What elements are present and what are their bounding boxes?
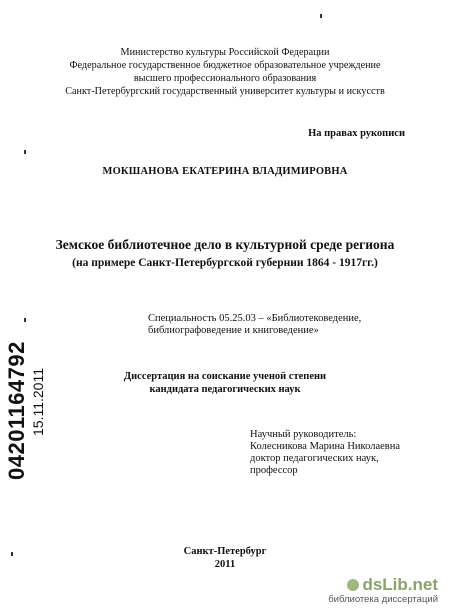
organization-block (0, 46, 450, 98)
advisor-line: профессор (250, 465, 298, 476)
specialty-line: библиографоведение и книговедение» (148, 325, 319, 336)
specialty-block (148, 313, 361, 337)
city: Санкт-Петербург (183, 546, 267, 557)
scan-speck (24, 318, 26, 322)
organization-line: Министерство культуры Российской Федерации (120, 47, 330, 58)
degree-line: кандидата педагогических наук (149, 383, 301, 395)
advisor-line: Колесникова Марина Николаевна (250, 441, 401, 452)
leaf-icon (347, 579, 359, 591)
library-stamp (4, 341, 46, 480)
watermark-logo (328, 576, 438, 594)
organization-line: высшего профессионального образования (133, 73, 317, 84)
dissertation-title: Земское библиотечное дело в культурной среде региона (55, 237, 395, 252)
organization-line: Федеральное государственное бюджетное образовательное учреждение (69, 60, 381, 71)
watermark-caption: библиотека диссертаций (328, 594, 438, 605)
scan-speck (320, 14, 322, 18)
city-year-block (0, 545, 450, 571)
advisor-line: доктор педагогических наук, (250, 453, 379, 464)
degree-line: Диссертация на соискание ученой степени (123, 371, 327, 382)
specialty-line: Специальность 05.25.03 – «Библиотековедение, (148, 313, 362, 324)
degree-block (0, 371, 450, 396)
watermark-logo-text: dsLib.net (362, 575, 438, 594)
scan-speck (24, 150, 26, 154)
author-name: МОКШАНОВА ЕКАТЕРИНА ВЛАДИМИРОВНА (102, 166, 348, 177)
dissertation-subtitle: (на примере Санкт-Петербургской губернии 1864 - 1917гг.) (72, 257, 378, 269)
year: 2011 (214, 559, 236, 570)
advisor-block (250, 429, 400, 477)
watermark (328, 576, 438, 606)
advisor-line: Научный руководитель: (250, 429, 357, 440)
rights-notice: На правах рукописи (308, 128, 405, 139)
barcode-number: 04201164792 (4, 341, 29, 480)
stamp-date: 15.11.2011 (30, 368, 46, 436)
organization-line: Санкт-Петербургский государственный университет культуры и искусств (65, 86, 385, 97)
